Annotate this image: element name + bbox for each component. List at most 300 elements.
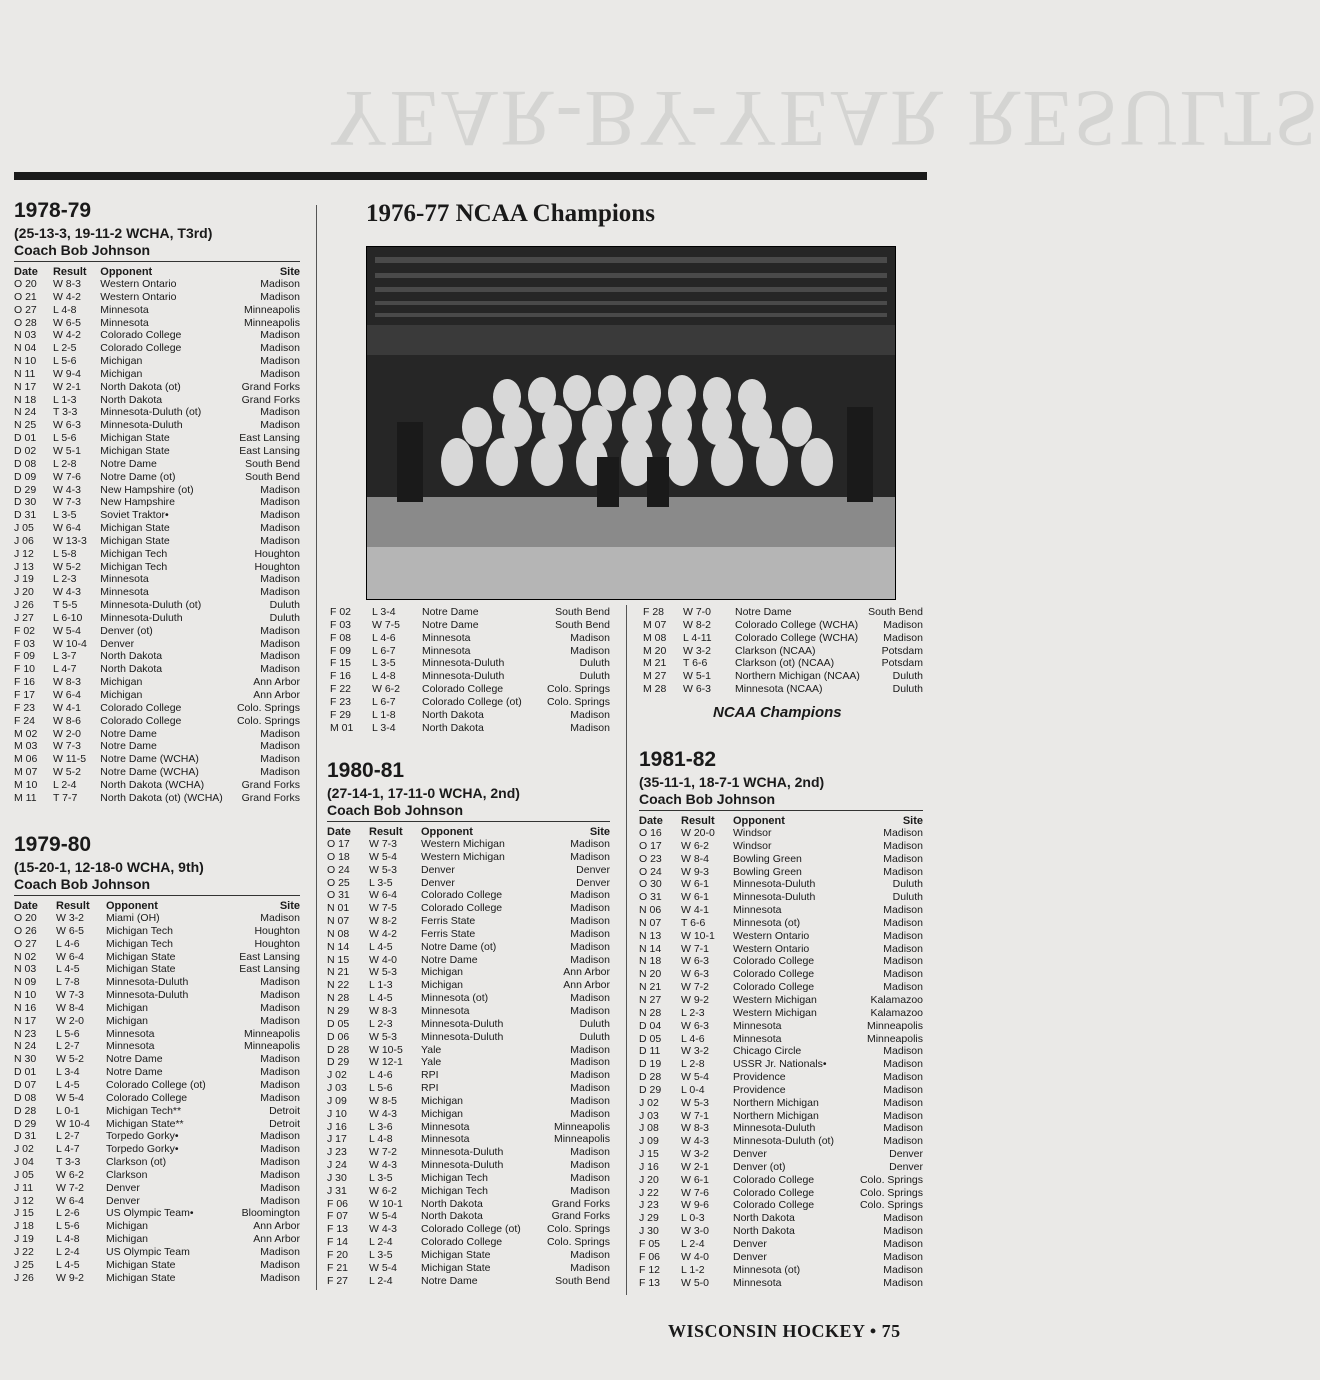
game-opponent: Denver (733, 1148, 767, 1161)
game-site: Madison (883, 1122, 923, 1135)
table-row (643, 657, 923, 670)
table-row (14, 1079, 300, 1092)
game-site: Duluth (892, 683, 923, 696)
game-date: F 27 (327, 1274, 349, 1287)
table-row (327, 1249, 610, 1262)
table-row (330, 632, 610, 645)
game-date: F 07 (327, 1210, 349, 1223)
game-result: L 2-4 (369, 1274, 393, 1287)
game-result: W 5-4 (56, 1091, 85, 1104)
game-result: W 12-1 (369, 1056, 403, 1069)
game-result: W 2-1 (52, 380, 81, 393)
game-result: W 3-2 (681, 1148, 710, 1161)
game-opponent: Minnesota (100, 316, 149, 329)
game-opponent: Notre Dame (421, 1274, 478, 1287)
game-result: W 9-2 (681, 993, 710, 1006)
game-result: W 6-4 (369, 889, 398, 902)
game-site: Madison (570, 902, 610, 915)
table-row (14, 522, 300, 535)
game-opponent: Northern Michigan (733, 1109, 819, 1122)
game-date: F 03 (330, 618, 352, 631)
game-opponent: Michigan Tech (421, 1184, 488, 1197)
game-opponent: US Olympic Team (106, 1245, 190, 1258)
game-result: W 7-6 (52, 470, 81, 483)
table-row (14, 535, 300, 548)
game-site: Madison (570, 927, 610, 940)
table-row (639, 943, 923, 956)
game-site: Madison (570, 631, 610, 644)
game-opponent: Notre Dame (422, 618, 479, 631)
table-row (327, 1159, 610, 1172)
table-row (639, 904, 923, 917)
game-opponent: Minnesota (ot) (421, 992, 489, 1005)
table-row (327, 915, 610, 928)
game-result: W 2-0 (56, 1014, 85, 1027)
game-opponent: Minnesota (100, 573, 149, 586)
game-site: Madison (570, 1184, 610, 1197)
game-date: O 31 (327, 889, 350, 902)
game-result: W 10-4 (56, 1117, 90, 1130)
game-site: Madison (570, 850, 610, 863)
game-site: Madison (570, 940, 610, 953)
table-row (14, 1195, 300, 1208)
game-result: L 2-4 (52, 778, 77, 791)
table-row (643, 670, 923, 683)
game-opponent: Minnesota (422, 644, 471, 657)
game-date: D 28 (14, 1104, 37, 1117)
game-result: L 5-6 (56, 1027, 80, 1040)
game-site: East Lansing (239, 950, 300, 963)
col-date: Date (639, 814, 663, 827)
game-site: Bloomington (241, 1207, 300, 1220)
game-site: Ann Arbor (563, 966, 610, 979)
game-opponent: Michigan Tech (100, 547, 168, 560)
game-site: Madison (883, 904, 923, 917)
game-date: O 25 (327, 876, 350, 889)
game-site: Colo. Springs (546, 683, 610, 696)
game-opponent: New Hampshire (ot) (100, 483, 194, 496)
table-row (14, 1040, 300, 1053)
game-date: J 13 (14, 560, 34, 573)
game-result: W 9-6 (681, 1199, 710, 1212)
table-row (327, 1044, 610, 1057)
game-result: L 4-6 (372, 631, 396, 644)
game-date: J 20 (639, 1173, 659, 1186)
game-result: T 6-6 (681, 916, 706, 929)
game-date: N 09 (14, 976, 37, 989)
game-result: W 7-2 (56, 1181, 85, 1194)
team-photo-image (367, 247, 895, 599)
game-result: L 3-5 (369, 876, 393, 889)
game-opponent: Minnesota-Duluth (ot) (733, 1135, 834, 1148)
game-site: Madison (570, 708, 610, 721)
table-row (330, 722, 610, 735)
game-site: Madison (260, 1258, 300, 1271)
game-result: W 7-5 (369, 902, 398, 915)
table-row (639, 981, 923, 994)
game-site: Ann Arbor (563, 979, 610, 992)
game-site: Madison (260, 1143, 300, 1156)
season-1979-80 (14, 834, 300, 1284)
game-site: Madison (260, 753, 300, 766)
game-site: Duluth (579, 670, 610, 683)
game-opponent: Michigan State (106, 1271, 176, 1284)
table-row (639, 866, 923, 879)
game-site: Denver (889, 1160, 923, 1173)
game-site: Madison (883, 1250, 923, 1263)
table-row (639, 1097, 923, 1110)
table-row (14, 342, 300, 355)
game-result: W 6-3 (683, 683, 712, 696)
table-row (639, 1199, 923, 1212)
game-opponent: Notre Dame (106, 1053, 163, 1066)
game-site: Duluth (269, 611, 300, 624)
game-date: N 17 (14, 1014, 37, 1027)
game-site: South Bend (555, 606, 610, 618)
game-result: W 4-3 (681, 1135, 710, 1148)
game-result: L 4-5 (56, 1258, 80, 1271)
game-opponent: Minnesota-Duluth (100, 419, 183, 432)
table-row (639, 1238, 923, 1251)
game-site: Madison (883, 929, 923, 942)
game-result: L 4-11 (683, 631, 712, 644)
table-row (330, 670, 610, 683)
game-opponent: Windsor (733, 839, 772, 852)
game-opponent: Minnesota-Duluth (733, 891, 816, 904)
game-site: Madison (260, 1194, 300, 1207)
game-date: N 16 (14, 1001, 37, 1014)
game-site: Madison (570, 1094, 610, 1107)
game-site: South Bend (555, 1274, 610, 1287)
game-site: Houghton (254, 547, 300, 560)
col-result: Result (56, 899, 90, 912)
game-site: Duluth (579, 657, 610, 670)
game-date: J 15 (14, 1207, 34, 1220)
game-date: J 30 (639, 1225, 659, 1238)
game-opponent: Denver (ot) (100, 624, 153, 637)
game-result: L 4-7 (56, 1143, 80, 1156)
table-row (639, 1187, 923, 1200)
game-site: Madison (570, 721, 610, 734)
game-opponent: RPI (421, 1069, 439, 1082)
game-result: W 7-3 (52, 496, 81, 509)
game-date: J 08 (639, 1122, 659, 1135)
table-row (14, 509, 300, 522)
team-photo (366, 246, 896, 600)
game-opponent: Notre Dame (ot) (100, 470, 176, 483)
game-site: Madison (260, 355, 300, 368)
table-row (643, 606, 923, 619)
game-site: Minneapolis (866, 1019, 923, 1032)
game-opponent: Western Ontario (733, 929, 810, 942)
game-opponent: Michigan (106, 1233, 149, 1246)
game-result: W 4-0 (369, 953, 398, 966)
game-result: W 4-3 (52, 483, 81, 496)
game-opponent: Colorado College (421, 1236, 503, 1249)
game-site: Colo. Springs (859, 1173, 923, 1186)
game-date: J 03 (639, 1109, 659, 1122)
game-date: J 15 (639, 1148, 659, 1161)
game-site: Madison (883, 1135, 923, 1148)
table-row (327, 992, 610, 1005)
table-row (14, 663, 300, 676)
game-date: N 21 (327, 966, 350, 979)
game-site: Madison (883, 955, 923, 968)
game-result: W 6-2 (681, 839, 710, 852)
table-row (639, 840, 923, 853)
game-opponent: Minnesota-Duluth (421, 1017, 504, 1030)
game-result: W 6-4 (56, 1194, 85, 1207)
game-opponent: Minnesota-Duluth (100, 611, 183, 624)
season-1981-82 (639, 749, 923, 1289)
game-result: W 4-0 (681, 1250, 710, 1263)
table-row (14, 1220, 300, 1233)
table-row (639, 994, 923, 1007)
game-opponent: Minnesota (NCAA) (735, 683, 823, 696)
game-site: Madison (570, 1069, 610, 1082)
game-date: J 16 (327, 1120, 347, 1133)
game-date: F 17 (14, 689, 36, 701)
game-date: D 07 (14, 1078, 37, 1091)
header-rule (14, 172, 927, 180)
game-site: Colo. Springs (546, 695, 610, 708)
game-result: L 2-3 (52, 573, 77, 586)
game-opponent: Denver (733, 1238, 767, 1250)
game-opponent: Minnesota (733, 904, 782, 917)
game-date: N 03 (14, 963, 37, 976)
game-result: W 7-6 (681, 1186, 710, 1199)
table-row (639, 1277, 923, 1290)
game-site: Madison (570, 1171, 610, 1184)
game-site: Madison (883, 1263, 923, 1276)
game-opponent: Minnesota (421, 1120, 470, 1133)
game-date: J 20 (14, 586, 34, 599)
game-date: N 01 (327, 902, 350, 915)
game-site: Madison (260, 1078, 300, 1091)
game-opponent: Colorado College (422, 683, 504, 696)
table-row (327, 1031, 610, 1044)
game-opponent: Denver (ot) (733, 1160, 786, 1173)
game-result: L 5-8 (52, 547, 77, 560)
game-opponent: Minnesota (ot) (733, 916, 801, 929)
game-site: Minneapolis (553, 1133, 610, 1146)
game-opponent: Michigan (421, 966, 464, 979)
table-row (14, 753, 300, 766)
game-date: J 12 (14, 1194, 34, 1207)
game-date: N 30 (14, 1053, 37, 1066)
game-date: M 11 (14, 791, 37, 804)
game-opponent: Colorado College (733, 1199, 815, 1212)
game-opponent: Michigan (421, 979, 464, 992)
game-date: F 29 (330, 708, 352, 721)
table-row (327, 902, 610, 915)
page-footer: WISCONSIN HOCKEY • 75 (668, 1321, 901, 1341)
game-site: Madison (260, 290, 300, 303)
game-site: South Bend (555, 618, 610, 631)
game-date: J 17 (327, 1133, 347, 1146)
game-result: W 4-3 (369, 1159, 398, 1172)
game-result: W 5-3 (369, 966, 398, 979)
game-site: Minneapolis (866, 1032, 923, 1045)
game-result: L 1-8 (372, 708, 396, 721)
game-opponent: US Olympic Team• (106, 1207, 194, 1220)
game-date: N 14 (327, 940, 350, 953)
table-row (14, 779, 300, 792)
game-site: East Lansing (239, 432, 300, 445)
table-row (639, 1071, 923, 1084)
game-result: W 6-5 (52, 316, 81, 329)
table-row (14, 304, 300, 317)
ncaa-champions-label: NCAA Champions (713, 704, 842, 721)
game-opponent: Clarkson (106, 1168, 148, 1181)
game-date: N 22 (327, 979, 350, 992)
column-divider-left (316, 205, 317, 1290)
game-site: Madison (570, 1043, 610, 1056)
table-row (14, 1259, 300, 1272)
game-result: L 4-8 (56, 1233, 80, 1246)
game-date: D 31 (14, 509, 37, 522)
game-date: D 19 (639, 1058, 662, 1071)
game-opponent: Minnesota (421, 1004, 470, 1017)
game-result: L 2-6 (56, 1207, 80, 1220)
results-table (327, 825, 610, 1288)
game-opponent: Notre Dame (106, 1066, 163, 1079)
game-result: W 6-1 (681, 878, 710, 891)
season-title: 1978-79 (14, 199, 92, 222)
table-row (14, 329, 300, 342)
game-date: F 06 (639, 1250, 661, 1263)
game-site: East Lansing (239, 444, 300, 457)
table-row (14, 406, 300, 419)
game-opponent: Colorado College (733, 1173, 815, 1186)
game-date: J 09 (639, 1135, 659, 1148)
game-result: W 5-2 (52, 766, 81, 779)
game-site: Minneapolis (243, 303, 300, 316)
game-date: N 14 (639, 942, 662, 955)
game-opponent: Michigan State (100, 432, 170, 445)
game-site: Kalamazoo (870, 1006, 923, 1019)
table-row (639, 930, 923, 943)
game-opponent: Western Michigan (733, 993, 817, 1006)
game-result: L 4-8 (369, 1133, 393, 1146)
game-opponent: Colorado College (100, 714, 182, 727)
game-opponent: Providence (733, 1083, 786, 1096)
game-opponent: Colorado College (ot) (422, 695, 522, 708)
game-result: L 4-5 (369, 992, 393, 1005)
table-row (330, 619, 610, 632)
game-date: O 31 (639, 891, 662, 904)
game-opponent: Michigan (106, 1001, 149, 1014)
table-row (14, 317, 300, 330)
game-date: J 03 (327, 1082, 347, 1095)
game-site: Duluth (892, 891, 923, 904)
table-row (14, 445, 300, 458)
game-opponent: Minnesota-Duluth (106, 976, 189, 989)
game-result: W 6-1 (681, 891, 710, 904)
table-row (330, 683, 610, 696)
table-row (327, 1275, 610, 1288)
game-date: N 15 (327, 953, 350, 966)
game-date: M 06 (14, 753, 38, 766)
game-opponent: Minnesota (100, 586, 149, 599)
season-1979-80-continued (330, 603, 610, 734)
game-site: Madison (883, 1071, 923, 1084)
game-date: D 02 (14, 444, 37, 457)
game-date: O 30 (639, 878, 662, 891)
game-date: F 13 (327, 1223, 349, 1236)
results-table (14, 265, 300, 805)
game-result: L 6-7 (372, 644, 396, 657)
game-result: L 0-4 (681, 1083, 705, 1096)
game-result: W 5-1 (52, 444, 81, 457)
game-date: N 11 (14, 367, 36, 380)
game-date: J 02 (327, 1069, 347, 1082)
table-row (14, 1118, 300, 1131)
game-result: W 5-3 (681, 1096, 710, 1109)
game-site: Madison (883, 852, 923, 865)
game-opponent: Windsor (733, 827, 772, 839)
game-site: Madison (883, 1096, 923, 1109)
game-site: Madison (260, 1245, 300, 1258)
game-result: L 6-10 (52, 611, 83, 624)
game-result: L 5-6 (52, 432, 77, 445)
game-result: W 5-3 (369, 863, 398, 876)
game-opponent: Michigan State (100, 522, 170, 535)
game-date: D 29 (14, 483, 37, 496)
table-row (639, 1020, 923, 1033)
game-opponent: Michigan Tech (106, 937, 173, 950)
col-date: Date (327, 825, 351, 838)
col-result: Result (52, 265, 87, 278)
game-date: J 29 (639, 1212, 659, 1225)
game-site: Madison (260, 522, 300, 535)
game-site: Detroit (269, 1117, 300, 1130)
game-opponent: Michigan Tech** (106, 1104, 182, 1117)
game-opponent: North Dakota (421, 1210, 483, 1223)
game-site: Kalamazoo (870, 993, 923, 1006)
game-result: W 7-3 (56, 989, 85, 1002)
table-row (330, 606, 610, 619)
table-row (14, 496, 300, 509)
table-row (327, 838, 610, 851)
game-date: N 10 (14, 355, 37, 368)
game-site: Madison (260, 740, 300, 753)
game-site: Madison (570, 1146, 610, 1159)
game-result: W 8-5 (369, 1094, 398, 1107)
game-site: Madison (260, 727, 300, 740)
game-result: W 6-4 (52, 522, 81, 535)
game-result: T 7-7 (52, 791, 78, 804)
game-date: F 12 (639, 1263, 661, 1276)
game-result: W 8-2 (683, 618, 712, 631)
game-site: Madison (570, 1004, 610, 1017)
table-row (330, 657, 610, 670)
game-site: Madison (260, 406, 300, 419)
game-result: W 8-4 (681, 852, 710, 865)
table-row (327, 1121, 610, 1134)
game-date: F 09 (14, 650, 36, 663)
game-site: Grand Forks (241, 380, 300, 393)
table-row (639, 878, 923, 891)
game-result: W 9-3 (681, 865, 710, 878)
game-result: W 4-2 (369, 927, 398, 940)
game-date: J 22 (14, 1245, 34, 1258)
game-opponent: Michigan State (106, 963, 176, 976)
game-site: Madison (883, 942, 923, 955)
table-row (327, 1185, 610, 1198)
table-row (14, 676, 300, 689)
table-row (327, 1082, 610, 1095)
